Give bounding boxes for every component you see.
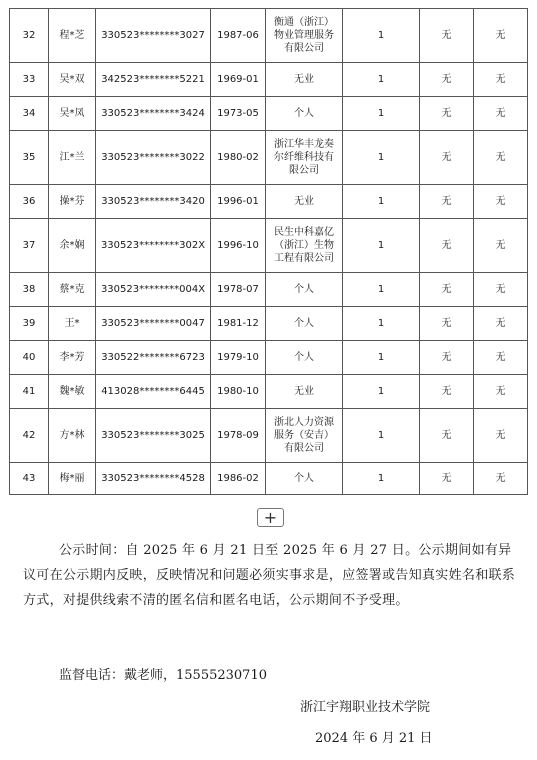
row-index: 38 xyxy=(10,273,49,307)
row-col-b: 无 xyxy=(474,307,528,341)
row-organization xyxy=(266,185,343,219)
row-organization xyxy=(266,375,343,409)
row-col-b: 无 xyxy=(474,63,528,97)
row-index: 39 xyxy=(10,307,49,341)
row-count: 1 xyxy=(343,463,420,495)
row-name: 吴*凤 xyxy=(49,97,96,131)
table-row xyxy=(10,219,528,273)
row-count: 1 xyxy=(343,185,420,219)
row-index: 43 xyxy=(10,463,49,495)
row-col-a: 无 xyxy=(420,9,474,63)
row-col-a: 无 xyxy=(420,219,474,273)
row-col-b: 无 xyxy=(474,131,528,185)
row-id-number: 330523********4528 xyxy=(96,463,211,495)
roster-body xyxy=(10,9,528,495)
row-col-a: 无 xyxy=(420,273,474,307)
row-id-number: 330523********3027 xyxy=(96,9,211,63)
row-organization xyxy=(266,97,343,131)
row-name: 余*娴 xyxy=(49,219,96,273)
row-organization xyxy=(266,219,343,273)
row-birth-date: 1979-10 xyxy=(211,341,266,375)
row-id-number: 330523********3424 xyxy=(96,97,211,131)
row-name: 吴*双 xyxy=(49,63,96,97)
row-name: 梅*丽 xyxy=(49,463,96,495)
row-count: 1 xyxy=(343,97,420,131)
row-name: 李*芳 xyxy=(49,341,96,375)
org-line: 个人 xyxy=(294,284,314,295)
row-count: 1 xyxy=(343,219,420,273)
row-index: 41 xyxy=(10,375,49,409)
row-organization xyxy=(266,307,343,341)
row-col-a: 无 xyxy=(420,375,474,409)
table-row xyxy=(10,463,528,495)
signature-org: 浙江宇翔职业技术学院 xyxy=(300,700,431,715)
row-index: 37 xyxy=(10,219,49,273)
org-line: 工程有限公司 xyxy=(274,253,334,264)
row-col-b: 无 xyxy=(474,375,528,409)
org-line: 无业 xyxy=(294,386,314,397)
org-line: 有限公司 xyxy=(284,43,324,54)
row-birth-date: 1996-01 xyxy=(211,185,266,219)
row-count: 1 xyxy=(343,9,420,63)
org-line: 尔纤维科技有 xyxy=(274,152,334,163)
row-organization xyxy=(266,409,343,463)
row-id-number: 330523********3022 xyxy=(96,131,211,185)
row-count: 1 xyxy=(343,375,420,409)
row-name: 江*兰 xyxy=(49,131,96,185)
row-col-a: 无 xyxy=(420,131,474,185)
signature-date: 2024 年 6 月 21 日 xyxy=(315,731,433,746)
row-col-a: 无 xyxy=(420,63,474,97)
row-id-number: 330523********004X xyxy=(96,273,211,307)
row-index: 42 xyxy=(10,409,49,463)
add-row-button[interactable]: + xyxy=(257,508,284,527)
row-id-number: 330523********3420 xyxy=(96,185,211,219)
row-name: 魏*敏 xyxy=(49,375,96,409)
table-row xyxy=(10,185,528,219)
row-organization xyxy=(266,9,343,63)
row-count: 1 xyxy=(343,341,420,375)
row-id-number: 330522********6723 xyxy=(96,341,211,375)
row-col-a: 无 xyxy=(420,409,474,463)
row-birth-date: 1978-07 xyxy=(211,273,266,307)
row-index: 36 xyxy=(10,185,49,219)
row-organization xyxy=(266,63,343,97)
row-col-a: 无 xyxy=(420,463,474,495)
row-organization xyxy=(266,463,343,495)
row-col-b: 无 xyxy=(474,219,528,273)
org-line: 个人 xyxy=(294,318,314,329)
roster-table xyxy=(9,8,528,495)
row-col-b: 无 xyxy=(474,409,528,463)
row-col-b: 无 xyxy=(474,185,528,219)
row-organization xyxy=(266,341,343,375)
org-line: 有限公司 xyxy=(284,443,324,454)
org-line: 服务（安吉） xyxy=(274,430,334,441)
row-birth-date: 1980-02 xyxy=(211,131,266,185)
row-count: 1 xyxy=(343,63,420,97)
row-col-a: 无 xyxy=(420,97,474,131)
row-organization xyxy=(266,273,343,307)
row-name: 王* xyxy=(49,307,96,341)
table-row xyxy=(10,409,528,463)
row-id-number: 342523********5221 xyxy=(96,63,211,97)
row-name: 程*芝 xyxy=(49,9,96,63)
row-birth-date: 1973-05 xyxy=(211,97,266,131)
row-count: 1 xyxy=(343,131,420,185)
row-birth-date: 1978-09 xyxy=(211,409,266,463)
table-row xyxy=(10,375,528,409)
row-id-number: 330523********3025 xyxy=(96,409,211,463)
row-id-number: 413028********6445 xyxy=(96,375,211,409)
table-row xyxy=(10,131,528,185)
row-count: 1 xyxy=(343,409,420,463)
row-col-b: 无 xyxy=(474,9,528,63)
org-line: 浙北人力资源 xyxy=(274,417,334,428)
row-col-b: 无 xyxy=(474,463,528,495)
row-col-b: 无 xyxy=(474,341,528,375)
row-name: 方*林 xyxy=(49,409,96,463)
row-birth-date: 1986-02 xyxy=(211,463,266,495)
row-name: 蔡*克 xyxy=(49,273,96,307)
row-col-a: 无 xyxy=(420,341,474,375)
table-row xyxy=(10,9,528,63)
notice-paragraph: 公示时间：自 2025 年 6 月 21 日至 2025 年 6 月 27 日。公示期间如有异议可在公示期内反映，反映情况和问题必须实事求是，应签署或告知真实姓名和联系方式，对提供线索不清的匿名信和匿名电话，公示期间不予受理。 xyxy=(23,543,516,608)
table-row xyxy=(10,63,528,97)
row-col-a: 无 xyxy=(420,307,474,341)
table-row xyxy=(10,307,528,341)
org-line: 无业 xyxy=(294,74,314,85)
row-col-a: 无 xyxy=(420,185,474,219)
row-count: 1 xyxy=(343,273,420,307)
row-birth-date: 1969-01 xyxy=(211,63,266,97)
org-line: （浙江）生物 xyxy=(274,240,334,251)
row-index: 32 xyxy=(10,9,49,63)
row-name: 操*芬 xyxy=(49,185,96,219)
row-birth-date: 1987-06 xyxy=(211,9,266,63)
org-line: 无业 xyxy=(294,196,314,207)
org-line: 民生中科嘉亿 xyxy=(274,227,334,238)
org-line: 浙江华丰龙奏 xyxy=(274,139,334,150)
org-line: 限公司 xyxy=(289,165,319,176)
row-index: 33 xyxy=(10,63,49,97)
row-id-number: 330523********302X xyxy=(96,219,211,273)
table-row xyxy=(10,341,528,375)
row-birth-date: 1996-10 xyxy=(211,219,266,273)
row-index: 40 xyxy=(10,341,49,375)
org-line: 衡通（浙江） xyxy=(274,17,334,28)
org-line: 物业管理服务 xyxy=(274,30,334,41)
row-birth-date: 1980-10 xyxy=(211,375,266,409)
contact-line: 监督电话：戴老师，15555230710 xyxy=(59,668,267,683)
row-count: 1 xyxy=(343,307,420,341)
notice-block xyxy=(23,538,523,613)
org-line: 个人 xyxy=(294,473,314,484)
row-col-b: 无 xyxy=(474,97,528,131)
row-col-b: 无 xyxy=(474,273,528,307)
row-id-number: 330523********0047 xyxy=(96,307,211,341)
table-row xyxy=(10,97,528,131)
row-birth-date: 1981-12 xyxy=(211,307,266,341)
table-row xyxy=(10,273,528,307)
org-line: 个人 xyxy=(294,352,314,363)
org-line: 个人 xyxy=(294,108,314,119)
row-index: 35 xyxy=(10,131,49,185)
row-organization xyxy=(266,131,343,185)
row-index: 34 xyxy=(10,97,49,131)
